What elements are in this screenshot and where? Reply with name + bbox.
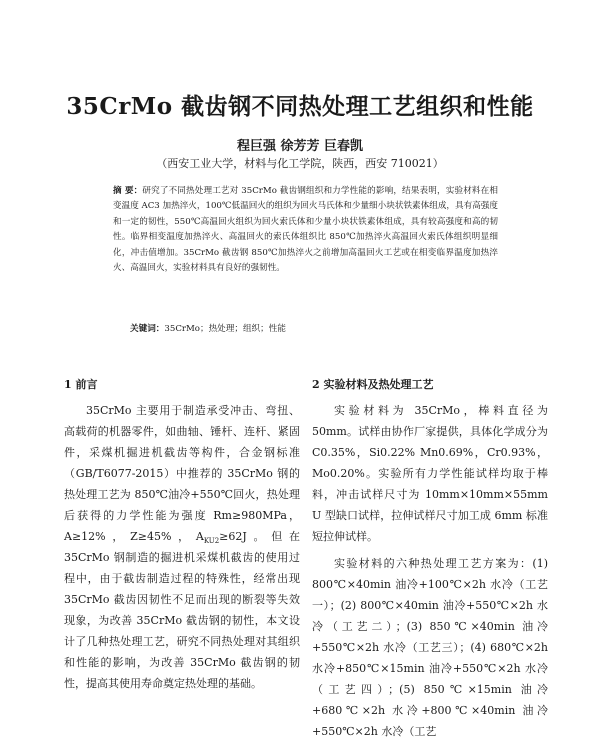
paper-title: 35CrMo 截齿钢不同热处理工艺组织和性能 bbox=[66, 93, 534, 120]
keywords-label: 关键词： bbox=[130, 324, 165, 334]
intro-paragraph bbox=[64, 400, 300, 694]
left-column bbox=[64, 400, 300, 694]
keywords-text: 35CrMo；热处理；组织；性能 bbox=[164, 324, 286, 334]
abstract-label: 摘 要： bbox=[113, 186, 143, 196]
intro-text-a: 35CrMo 主要用于制造承受冲击、弯扭、高载荷的机器零件，如曲轴、锤杆、连杆、紧固件，采煤机掘进机截齿等构件，合金钢标准（GB/T6077-2015）中推荐的 35CrMo 钢的热处理工艺为 850℃油冷+550℃回火，热处理后获得的力学性能为强度 Rm≥980MPa，A≥12%，Z≥45%，A bbox=[64, 404, 300, 543]
intro-text-b: ≥62J。但在 35CrMo 钢制造的掘进机采煤机截齿的使用过程中，由于截齿制造过程的特殊性，经常出现 35CrMo 截齿因韧性不足而出现的断裂等失效现象，为改善 35CrMo 截齿钢的韧性，本文设计了几种热处理工艺，研究不同热处理对其组织和性能的影响，为改善 35CrMo 截齿钢的韧性，提高其使用寿命奠定热处理的基础。 bbox=[64, 530, 300, 690]
section-2-heading: 2 实验材料及热处理工艺 bbox=[312, 378, 434, 391]
right-column bbox=[312, 400, 548, 742]
keywords bbox=[130, 322, 498, 334]
heat-treatment-paragraph: 实验材料的六种热处理工艺方案为：(1) 800℃×40min 油冷+100℃×2h 水冷（工艺一）；(2) 800℃×40min 油冷+550℃×2h 水冷（工艺二）；(3) 850℃×40min 油冷+550℃×2h 水冷（工艺三）；(4) 680℃×2h 水冷+850℃×15min 油冷+550℃×2h 水冷（工艺四）；(5) 850℃×15min 油冷+680℃×2h 水冷+800℃×40min 油冷+550℃×2h 水冷（工艺 bbox=[312, 557, 548, 738]
section-1-heading: 1 前言 bbox=[64, 378, 98, 391]
materials-paragraph: 实验材料为 35CrMo，棒料直径为 50mm。试样由协作厂家提供，具体化学成分为 C0.35%，Si0.22% Mn0.69%，Cr0.93%，Mo0.20%。实验所有力学性能试样均取于棒料，冲击试样尺寸为 10mm×10mm×55mm U 型缺口试样，拉伸试样尺寸加工成 6mm 标准短拉伸试样。 bbox=[312, 404, 548, 543]
impact-energy-subscript: KU2 bbox=[203, 537, 220, 546]
author-list: 程巨强 徐芳芳 巨春凯 bbox=[236, 139, 364, 154]
affiliation: （西安工业大学，材料与化工学院，陕西，西安 710021） bbox=[156, 157, 444, 170]
abstract-text: 研究了不同热处理工艺对 35CrMo 截齿钢组织和力学性能的影响，结果表明，实验材料在相变温度 AC3 加热淬火，100℃低温回火的组织为回火马氏体和少量细小块状铁素体组成，具有高强度和一定的韧性，550℃高温回火组织为回火索氏体和少量小块状铁素体组成，具有较高强度和高的韧性。临界相变温度加热淬火、高温回火的索氏体组织比 850℃加热淬火高温回火索氏体组织明显细化，冲击值增加。35CrMo 截齿钢 850℃加热淬火之前增加高温回火工艺或在相变临界温度加热淬火、高温回火，实验材料具有良好的强韧性。 bbox=[113, 186, 498, 274]
abstract bbox=[113, 184, 498, 276]
